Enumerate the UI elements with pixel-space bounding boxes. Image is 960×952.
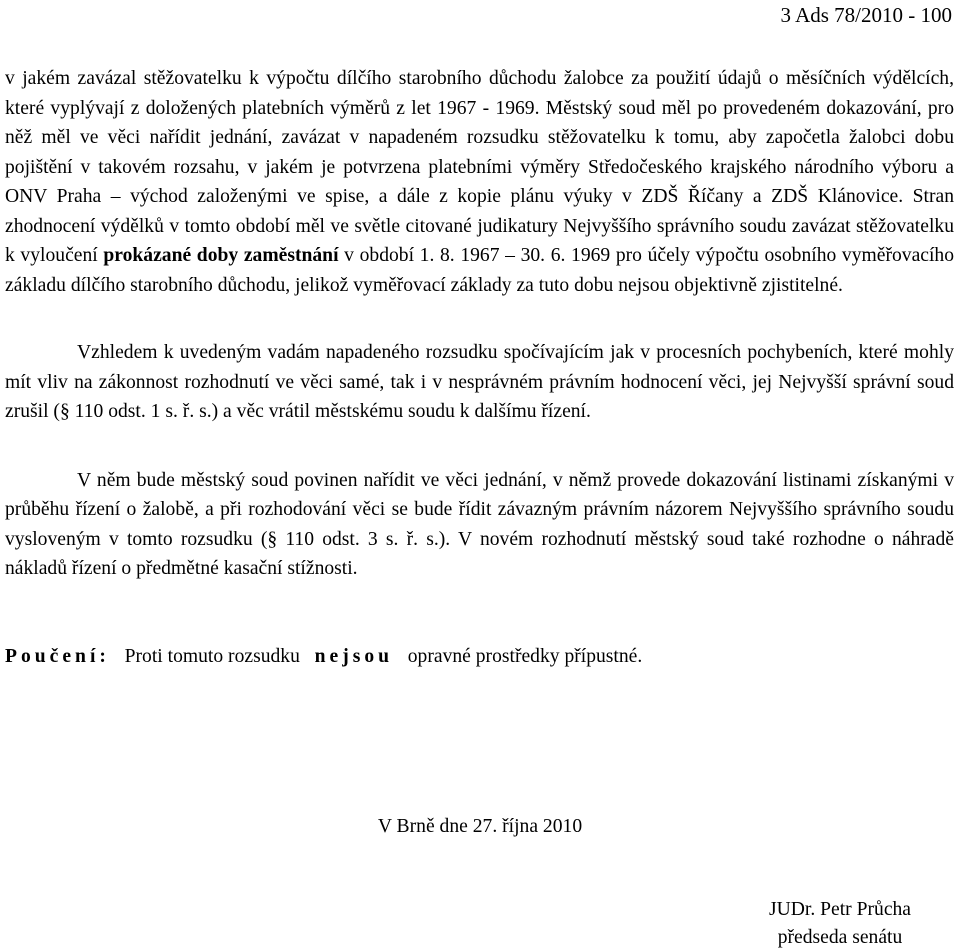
paragraph-1 xyxy=(5,64,954,300)
paragraph-3: V něm bude městský soud povinen nařídit ve věci jednání, v němž provede dokazování listinami získanými v průběhu řízení o žalobě, a při rozhodování věci se bude řídit závazným právním názorem Nejvyššího správního soudu vysloveným v tomto rozsudku (§ 110 odst. 3 s. ř. s.). V novém rozhodnutí městský soud také rozhodne o náhradě nákladů řízení o předmětné kasační stížnosti. xyxy=(5,469,954,579)
signature-name: JUDr. Petr Průcha xyxy=(768,899,912,920)
signature-role: předseda senátu xyxy=(777,927,903,948)
instruction-label: Poučení: xyxy=(5,645,110,667)
case-number: 3 Ads 78/2010 - 100 xyxy=(780,3,952,27)
paragraph-1-text-b: v období 1. 8. 1967 – 30. 6. 1969 pro účely výpočtu osobního vyměřovacího základu dílčího starobního důchodu, jelikož vyměřovací základy za tuto dobu nejsou objektivně zjistitelné. xyxy=(5,245,955,296)
instruction-text-b: opravné prostředky přípustné. xyxy=(407,645,643,667)
instruction-line xyxy=(5,642,954,672)
document-body xyxy=(5,64,954,671)
paragraph-2: Vzhledem k uvedeným vadám napadeného rozsudku spočívajícím jak v procesních pochybeních, které mohly mít vliv na zákonnost rozhodnutí ve věci samé, tak i v nesprávném právním hodnocení věci, jej Nejvyšší správní soud zrušil (§ 110 odst. 1 s. ř. s.) a věc vrátil městskému soudu k dalšímu řízení. xyxy=(5,342,954,422)
signature-block xyxy=(740,896,940,952)
paragraph-1-text-a: v jakém zavázal stěžovatelku k výpočtu dílčího starobního důchodu žalobce za použití údajů o měsíčních výdělcích, které vyplývají z doložených platebních výměrů z let 1967 - 1969. Městský soud měl po provedeném dokazování, pro něž měl ve věci nařídit jednání, zavázat v napadeném rozsudku stěžovatelku k tomu, aby započetla žalobci dobu pojištění v takovém rozsahu, v jakém je potvrzena platebními výměry Středočeského krajského národního výboru a ONV Praha – východ založenými ve spise, a dále z kopie plánu výuky v ZDŠ Říčany a ZDŠ Klánovice. Stran zhodnocení výdělků v tomto období měl ve světle citované judikatury Nejvyššího správního soudu zavázat stěžovatelku k vyloučení xyxy=(5,68,954,266)
instruction-text-a: Proti tomuto rozsudku xyxy=(124,645,300,667)
instruction-emphasis: nejsou xyxy=(314,645,394,667)
paragraph-1-bold: prokázané doby zaměstnání xyxy=(103,245,339,266)
date-line: V Brně dne 27. října 2010 xyxy=(377,816,583,837)
